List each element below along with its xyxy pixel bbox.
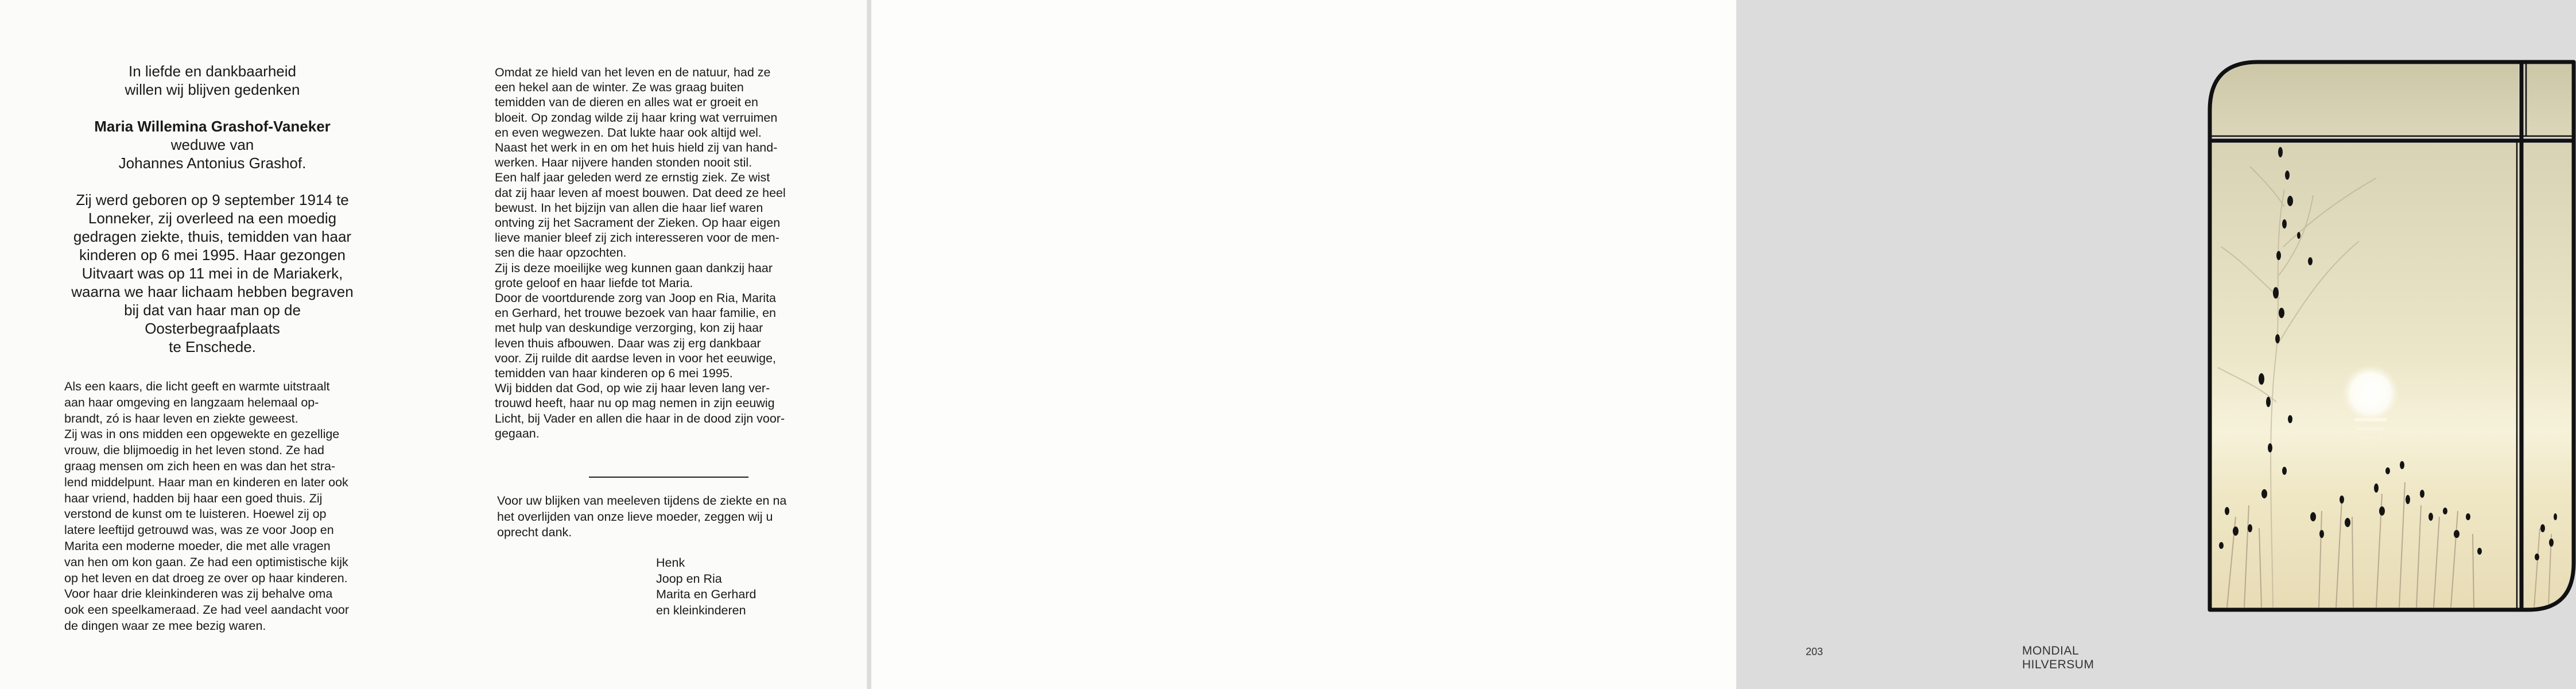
thanks-line: Voor uw blijken van meeleven tijdens de ziekte en na [497,494,787,508]
text-line: lend middelpunt. Haar man en kinderen en later ook [64,475,348,489]
text-line: bloeit. Op zondag wilde zij haar kring wat verruimen [495,110,778,125]
text-line: Zij was in ons midden een opgewekte en gezellige [64,427,340,442]
biography-line: te Enschede. [169,338,256,355]
text-line: Naast het werk in en om het huis hield zij van hand- [495,141,778,155]
biography-line: Lonneker, zij overleed na een moedig [88,210,337,227]
deceased-name: Maria Willemina Grashof-Vaneker [94,118,331,135]
text-line: en Gerhard, het trouwe bezoek van haar familie, en [495,306,777,320]
divider-rule [589,477,748,478]
text-line: ontving zij het Sacrament der Zieken. Op haar eigen [495,216,781,230]
text-line: van hen om kon gaan. Ze had een optimistische kijk [64,555,348,569]
signer: Marita en Gerhard [656,587,756,602]
text-line: graag mensen om zich heen en was dan het stra- [64,459,336,473]
biography-line: gedragen ziekte, thuis, temidden van haar [73,228,352,245]
text-line: werken. Haar nijvere handen stonden nooit stil. [495,156,752,170]
text-line: Marita een moderne moeder, die met alle vragen [64,539,331,553]
text-line: de dingen waar ze mee bezig waren. [64,618,266,633]
text-line: haar vriend, hadden bij haar een goed thuis. Zij [64,491,323,505]
relation-line: weduwe van [170,136,254,153]
biography-line: Oosterbegraafplaats [145,320,280,337]
text-line: vrouw, die blijmoedig in het leven stond. Ze had [64,443,324,458]
text-line: sen die haar opzochten. [495,246,627,260]
text-line: temidden van de dieren en alles wat er groeit en [495,95,758,110]
thanks-line: oprecht dank. [497,525,572,539]
text-line: temidden van haar kinderen op 6 mei 1995. [495,366,733,381]
thanks-paragraph [497,493,813,541]
tribute-text-column-2 [495,65,810,441]
publisher-imprint: MONDIAL HILVERSUM [2022,644,2094,671]
text-line: Licht, bij Vader en allen die haar in de dood zijn voor- [495,411,785,425]
text-line: Wij bidden dat God, op wie zij haar leven lang ver- [495,381,770,396]
signer: Henk [656,556,685,570]
signers-list [656,555,828,618]
text-line: Een half jaar geleden werd ze ernstig ziek. Ze wist [495,171,770,185]
biography-line: waarna we haar lichaam hebben begraven [71,283,354,300]
text-line: en even wegwezen. Dat lukte haar ook altijd wel. [495,125,762,140]
tribute-text-column-1 [64,379,374,634]
right-page [871,0,2094,689]
text-line: Zij is deze moeilijke weg kunnen gaan dankzij haar [495,261,773,275]
text-line: Omdat ze hield van het leven en de natuur, had ze [495,65,771,79]
biography-line: Zij werd geboren op 9 september 1914 te [76,191,349,208]
text-line: leven thuis afbouwen. Daar was zij erg dankbaar [495,336,761,350]
left-page [0,0,868,689]
text-line: voor. Zij ruilde dit aardse leven in voor het eeuwige, [495,351,776,365]
text-line: latere leeftijd getrouwd was, was ze voor Joop en [64,523,334,537]
text-line: op het leven en dat droeg ze over op haar kinderen. [64,571,348,585]
signer: en kleinkinderen [656,603,746,617]
text-line: trouwd heeft, haar nu op mag nemen in zijn eeuwig [495,396,775,411]
relation-line: Johannes Antonius Grashof. [118,154,307,172]
thanks-line: het overlijden van onze lieve moeder, zeggen wij u [497,509,773,524]
signer: Joop en Ria [656,571,722,586]
text-line: bewust. In het bijzijn van allen die haar lief waren [495,200,763,215]
text-line: met hulp van deskundige verzorging, kon zij haar [495,321,763,335]
text-line: brandt, zó is haar leven en ziekte geweest. [64,411,298,425]
biography-line: Uitvaart was op 11 mei in de Mariakerk, [82,265,343,282]
text-line: aan haar omgeving en langzaam helemaal op- [64,395,319,409]
text-line: lieve manier bleef zij zich interesseren voor de men- [495,231,779,245]
text-line: Als een kaars, die licht geeft en warmte uitstraalt [64,380,330,393]
intro-line: willen wij blijven gedenken [125,81,300,98]
biography [57,191,367,356]
text-line: grote geloof en haar liefde tot Maria. [495,276,693,290]
text-line: een hekel aan de winter. Ze was graag buiten [495,80,744,95]
text-line: dat zij haar leven af moest bouwen. Dat deed ze heel [495,185,786,200]
text-line: ook een speelkameraad. Ze had veel aandacht voor [64,603,350,617]
text-line: gegaan. [495,426,540,440]
text-line: Door de voortdurende zorg van Joop en Ria, Marita [495,291,776,305]
biography-line: bij dat van haar man op de [124,301,301,319]
intro-line: In liefde en dankbaarheid [128,63,296,80]
window-sunset-reeds-illustration [2204,57,2576,612]
memorial-heading [57,62,367,356]
page-number: 203 [1806,646,1824,657]
text-line: Voor haar drie kleinkinderen was zij behalve oma [64,587,333,601]
biography-line: kinderen op 6 mei 1995. Haar gezongen [79,246,346,264]
text-line: verstond de kunst om te luisteren. Hoewel zij op [64,507,327,521]
